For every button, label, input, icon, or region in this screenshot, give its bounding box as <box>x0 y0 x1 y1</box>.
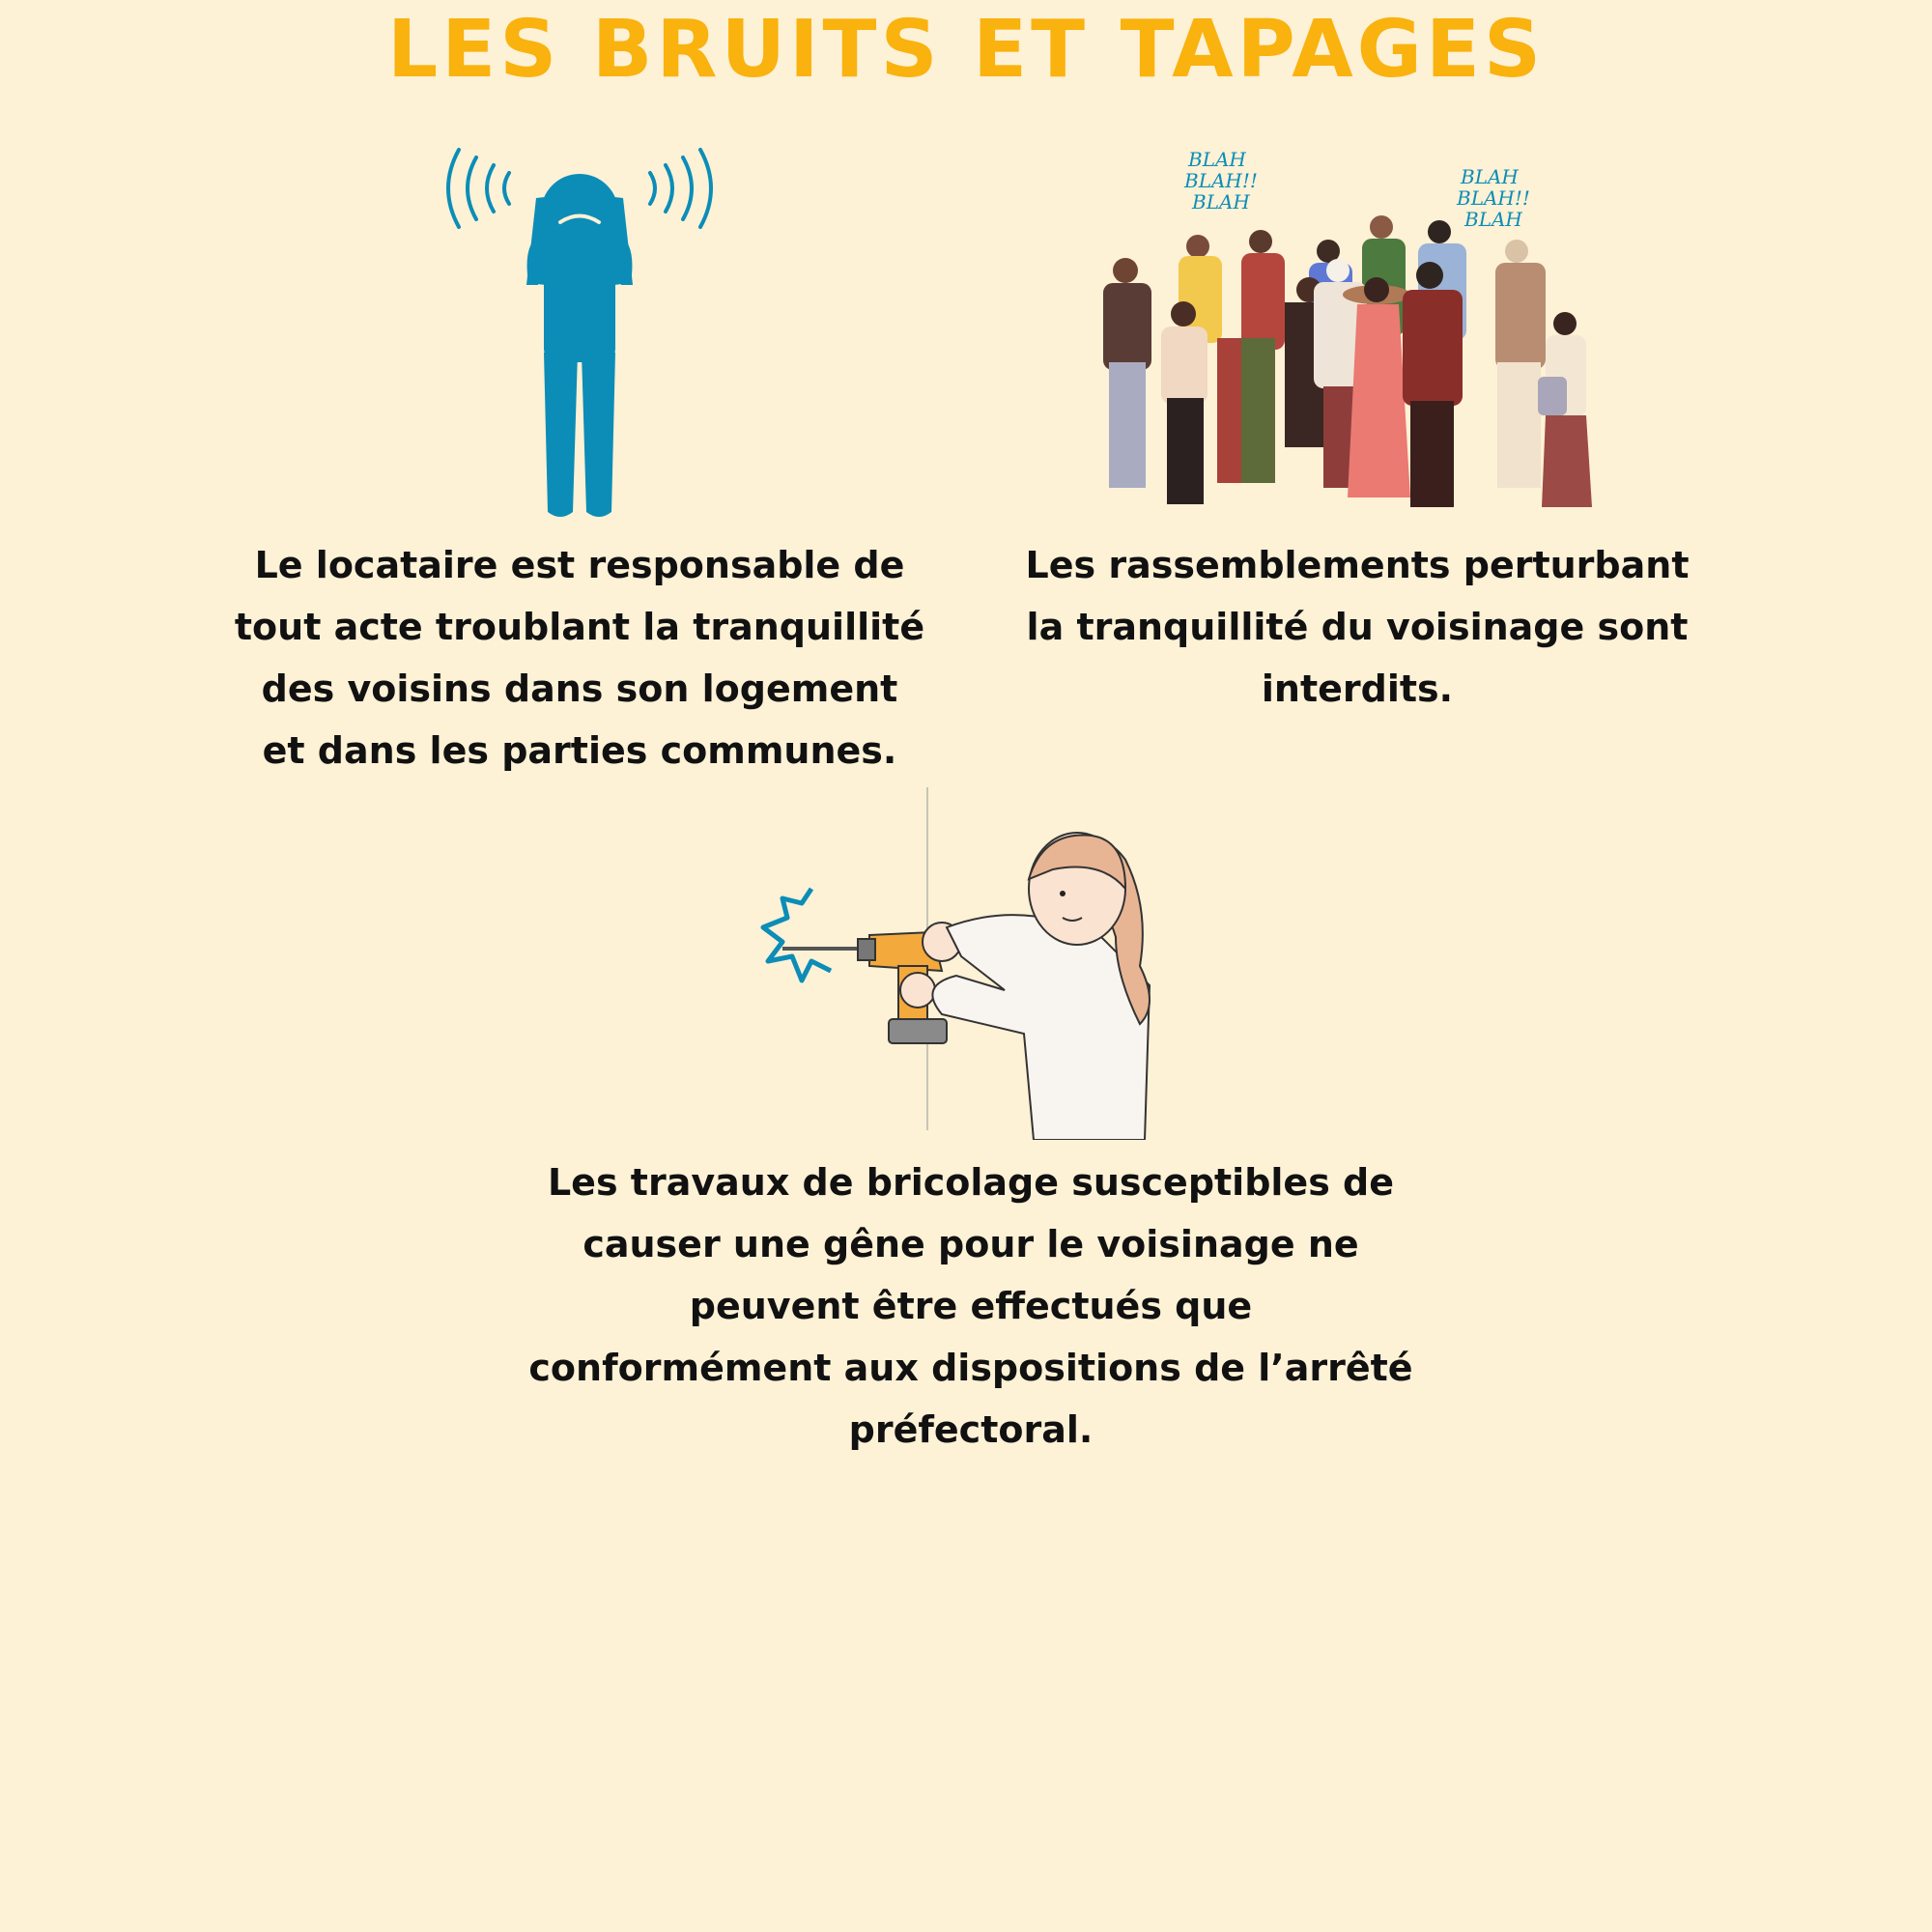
caption-line: conformément aux dispositions de l’arrêté <box>528 1347 1413 1389</box>
caption-line: Le locataire est responsable de <box>254 544 905 586</box>
crowd-illustration <box>1092 145 1633 517</box>
noise-person-icon <box>440 140 720 522</box>
caption-line: tout acte troublant la tranquillité <box>234 606 925 648</box>
caption-line: peuvent être effectués que <box>689 1285 1253 1327</box>
caption-travaux <box>488 1151 1454 1461</box>
caption-line: Les travaux de bricolage susceptibles de <box>547 1161 1395 1204</box>
speech-text: BLAH <box>1461 165 1519 188</box>
caption-line: interdits. <box>1261 668 1454 710</box>
caption-line: Les rassemblements perturbant <box>1025 544 1690 586</box>
page-title: LES BRUITS ET TAPAGES <box>386 4 1546 96</box>
caption-line: causer une gêne pour le voisinage ne <box>582 1223 1359 1265</box>
caption-line: préfectoral. <box>848 1408 1094 1451</box>
speech-text: BLAH!! <box>1184 169 1258 192</box>
speech-text: BLAH <box>1464 208 1522 231</box>
speech-text: BLAH <box>1192 190 1250 213</box>
speech-text: BLAH!! <box>1457 186 1530 210</box>
caption-locataire <box>193 534 966 781</box>
caption-line: la tranquillité du voisinage sont <box>1026 606 1689 648</box>
drilling-woman-illustration <box>734 821 1198 1140</box>
caption-line: et dans les parties communes. <box>262 729 897 772</box>
speech-text: BLAH <box>1188 148 1246 171</box>
caption-rassemblements <box>971 534 1744 720</box>
caption-line: des voisins dans son logement <box>261 668 898 710</box>
